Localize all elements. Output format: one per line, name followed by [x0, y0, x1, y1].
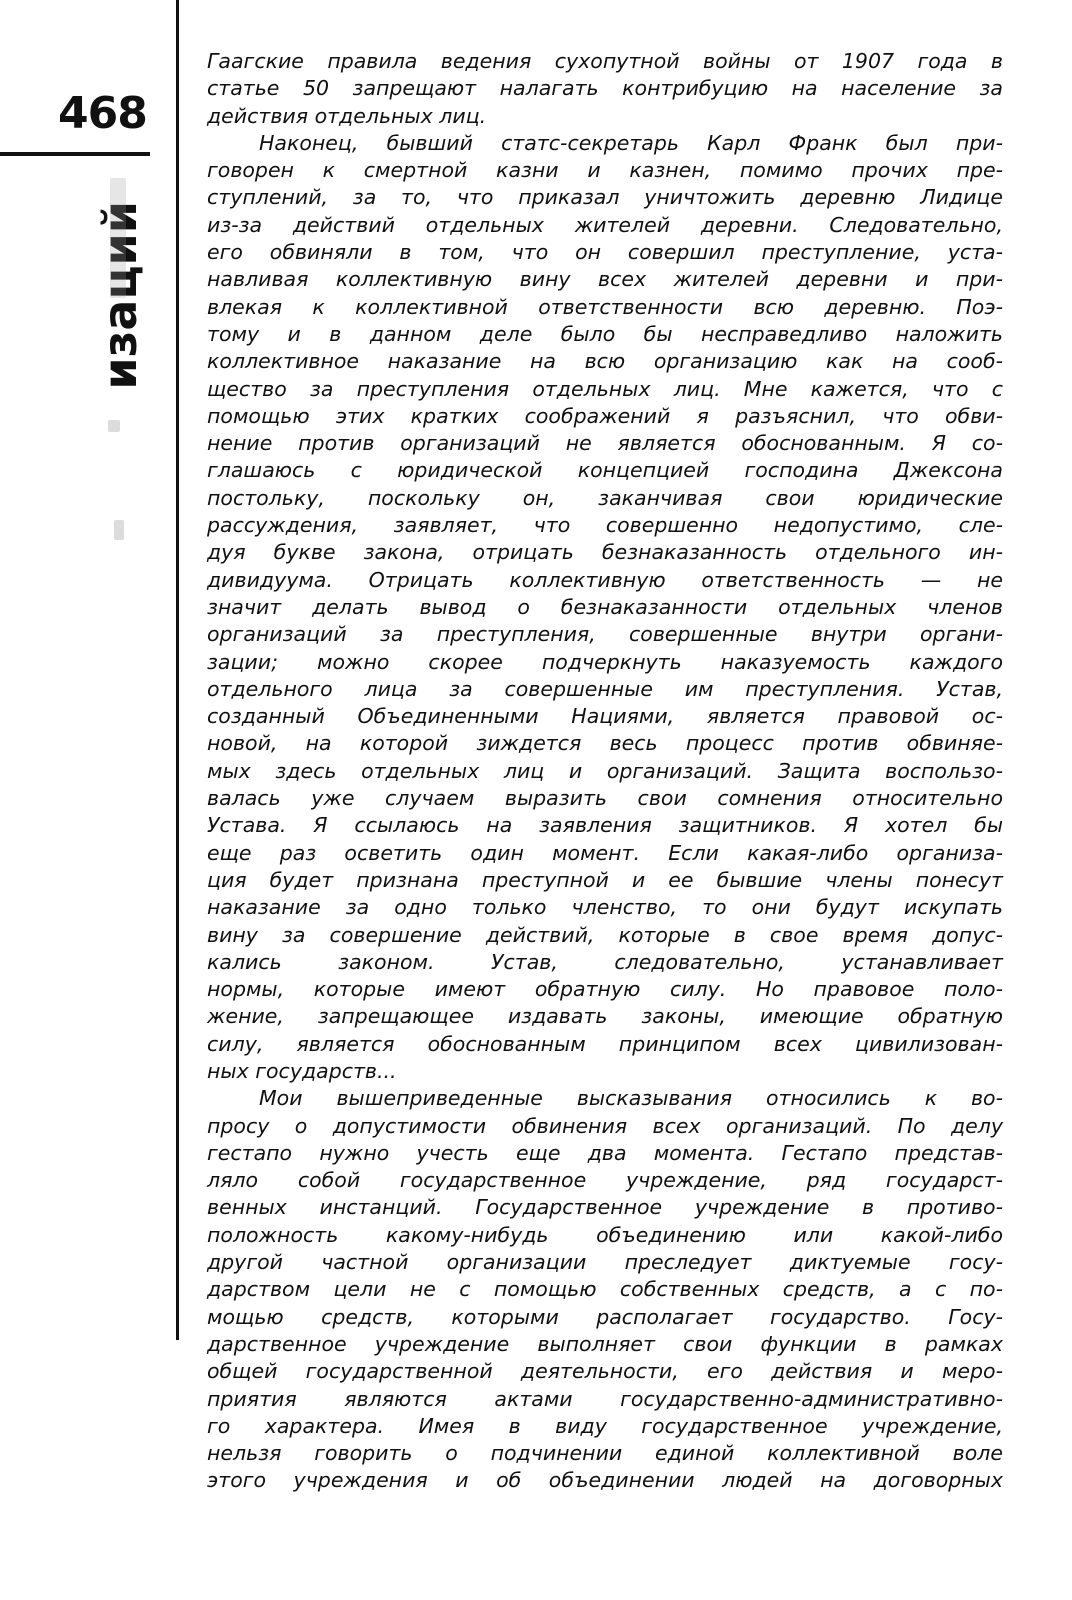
text-line: дарственное учреждение выполняет свои функции в рамках: [207, 1331, 1003, 1356]
text-line: влекая к коллективной ответственности всю деревню. Поэ-: [207, 294, 1003, 319]
text-line: новой, на которой зиждется весь процесс против обвиняе-: [207, 731, 1003, 756]
text-line: нормы, которые имеют обратную силу. Но правовое поло-: [207, 977, 1003, 1002]
body-text: [207, 48, 1003, 1495]
text-line: ступлений, за то, что приказал уничтожить деревню Лидице: [207, 185, 1003, 210]
text-line: дивидуума. Отрицать коллективную ответственность — не: [207, 567, 1003, 592]
text-line: гестапо нужно учесть еще два момента. Гестапо представ-: [207, 1140, 1003, 1165]
text-line: его обвиняли в том, что он совершил преступление, уста-: [207, 240, 1003, 265]
text-line: зации; можно скорее подчеркнуть наказуемость каждого: [207, 649, 1003, 674]
text-line: еще раз осветить один момент. Если какая-либо организа-: [207, 840, 1003, 865]
text-line: другой частной организации преследует диктуемые госу-: [207, 1250, 1003, 1275]
page-number-rule: [0, 152, 150, 156]
text-line: жение, запрещающее издавать законы, имеющие обратную: [207, 1004, 1003, 1029]
text-line: тому и в данном деле было бы несправедливо наложить: [207, 321, 1003, 346]
text-line: венных инстанций. Государственное учреждение в противо-: [207, 1195, 1003, 1220]
text-line: нельзя говорить о подчинении единой коллективной воле: [207, 1441, 1003, 1466]
text-line: из-за действий отдельных жителей деревни. Следовательно,: [207, 212, 1003, 237]
text-line: ляло собой государственное учреждение, ряд государст-: [207, 1168, 1003, 1193]
text-line: этого учреждения и об объединении людей на договорных: [207, 1468, 1003, 1493]
text-line: общей государственной деятельности, его действия и меро-: [207, 1359, 1003, 1384]
text-line: значит делать вывод о безнаказанности отдельных членов: [207, 594, 1003, 619]
scan-smudge: [110, 178, 126, 298]
text-line: рассуждения, заявляет, что совершенно недопустимо, сле-: [207, 513, 1003, 538]
text-line: действия отдельных лиц.: [207, 103, 487, 128]
text-line: ция будет признана преступной и ее бывшие члены понесут: [207, 867, 1003, 892]
page-number: 468: [58, 88, 147, 139]
text-line: валась уже случаем выразить свои сомнения относительно: [207, 786, 1003, 811]
text-line: щество за преступления отдельных лиц. Мне кажется, что с: [207, 376, 1003, 401]
text-line: наказание за одно только членство, то они будут искупать: [207, 895, 1003, 920]
text-line: ных государств...: [207, 1058, 397, 1083]
text-line: дарством цели не с помощью собственных средств, а с по-: [207, 1277, 1003, 1302]
text-line: Гаагские правила ведения сухопутной войны от 1907 года в: [207, 49, 1003, 73]
text-line: навливая коллективную вину всех жителей деревни и при-: [207, 267, 1003, 292]
text-line: созданный Объединенными Нациями, является правовой ос-: [207, 704, 1003, 729]
text-line: мых здесь отдельных лиц и организаций. Защита воспользо-: [207, 758, 1003, 783]
text-line: го характера. Имея в виду государственное учреждение,: [207, 1413, 1003, 1438]
text-line: постольку, поскольку он, заканчивая свои юридические: [207, 485, 1003, 510]
text-line: отдельного лица за совершенные им преступления. Устав,: [207, 676, 1003, 701]
scan-smudge: [108, 420, 120, 432]
text-line: коллективное наказание на всю организацию как на сооб-: [207, 349, 1003, 374]
text-line: организаций за преступления, совершенные внутри органи-: [207, 622, 1003, 647]
text-line: просу о допустимости обвинения всех организаций. По делу: [207, 1113, 1003, 1138]
text-line: приятия являются актами государственно-административно-: [207, 1386, 1003, 1411]
text-line: говорен к смертной казни и казнен, помимо прочих пре-: [207, 158, 1003, 183]
text-line: глашаюсь с юридической концепцией господина Джексона: [207, 458, 1003, 483]
text-line: мощью средств, которыми располагает государство. Госу-: [207, 1304, 1003, 1329]
text-line: статье 50 запрещают налагать контрибуцию на население за: [207, 76, 1003, 101]
text-line: вину за совершение действий, которые в свое время допус-: [207, 922, 1003, 947]
gutter-rule: [176, 0, 179, 1340]
text-line: положность какому-нибудь объединению или какой-либо: [207, 1222, 1003, 1247]
running-title-text: изаций: [93, 201, 147, 390]
scan-smudge: [114, 520, 124, 540]
text-line: силу, является обоснованным принципом всех цивилизован-: [207, 1031, 1003, 1056]
text-line: Устава. Я ссылаюсь на заявления защитников. Я хотел бы: [207, 813, 1003, 838]
text-line: дуя букве закона, отрицать безнаказанность отдельного ин-: [207, 540, 1003, 565]
text-line: помощью этих кратких соображений я разъяснил, что обви-: [207, 403, 1003, 428]
text-line: кались законом. Устав, следовательно, устанавливает: [207, 949, 1003, 974]
text-line: Наконец, бывший статс-секретарь Карл Франк был при-: [259, 130, 1003, 155]
text-line: Мои вышеприведенные высказывания относились к во-: [259, 1086, 1003, 1111]
text-line: нение против организаций не является обоснованным. Я со-: [207, 431, 1003, 456]
